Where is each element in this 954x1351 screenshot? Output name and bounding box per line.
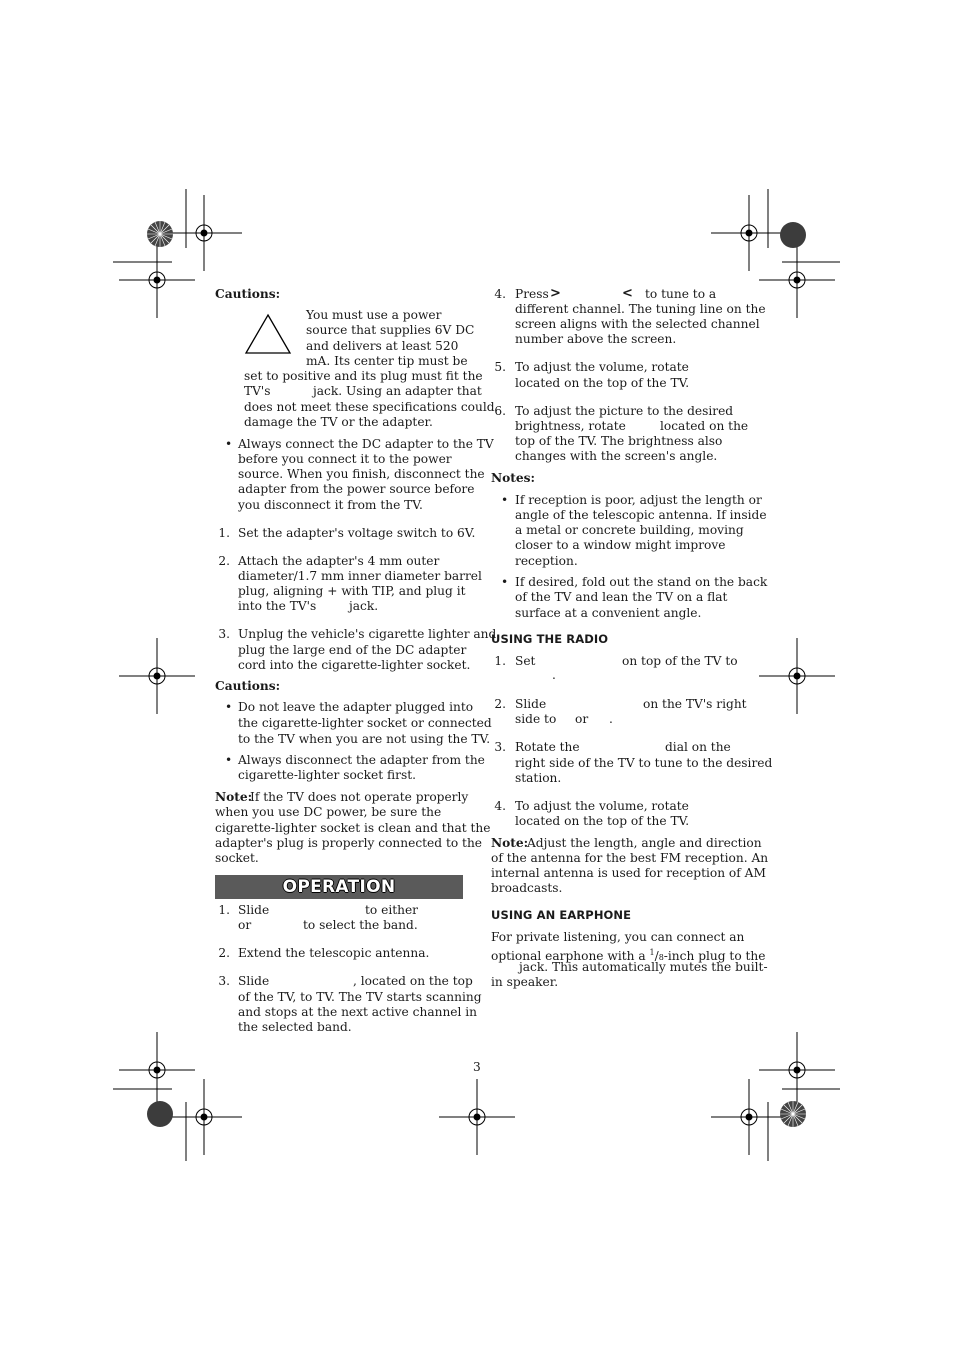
step2-line-2: diameter/1.7 mm inner diameter barrel [238,569,482,583]
r1-set: Set [515,654,536,668]
fraction-numerator: 1 [649,948,655,957]
nb1-line-2: angle of the telescopic antenna. If inside [515,508,767,522]
step-number: 3. [218,974,230,988]
s4-line-4: number above the screen. [515,332,677,346]
step2-line-4b: jack. [349,599,379,613]
radio-note-line-2: of the antenna for the best FM reception. An [491,851,769,865]
s6-line-2a: brightness, rotate [515,419,626,433]
op3-slide: Slide [238,974,270,988]
op1-to-either: to either [365,903,419,917]
r3-line-3: station. [515,771,562,785]
r2-sideto: side to [515,712,557,726]
step-number: 3. [218,627,230,641]
radio-note-label: Note: [491,836,529,850]
step-number: 1. [218,526,230,540]
earphone-heading: USING AN EARPHONE [491,908,632,922]
note-label: Note: [215,790,253,804]
ear-line-2b: -inch plug to the [663,949,766,963]
page-number: 3 [473,1060,481,1074]
step-number: 4. [494,287,506,301]
op3-located: , located on the top [353,974,473,988]
warning-line-7: does not meet these specifications could [244,400,495,414]
nb2-line-1: If desired, fold out the stand on the back [515,575,768,589]
nb1-line-3: a metal or concrete building, moving [515,523,744,537]
s4-line-2: different channel. The tuning line on the [515,302,766,316]
s5-line-1: To adjust the volume, rotate [515,360,689,374]
step-number: 6. [494,404,506,418]
warning-line-1: You must use a power [306,308,442,322]
warning-line-3: and delivers at least 520 [306,339,459,353]
r2-right: on the TV's right [643,697,747,711]
radio-heading: USING THE RADIO [491,632,609,646]
warning-line-6b: jack. Using an adapter that [313,384,482,398]
operation-banner [215,875,463,899]
bullet1-line-3: source. When you finish, disconnect the [238,467,485,481]
step-number: 1. [218,903,230,917]
step1-line-1: Set the adapter's voltage switch to 6V. [238,526,476,540]
r4-line-2: located on the top of the TV. [515,814,690,828]
operation-title: OPERATION [282,877,396,897]
radio-note-line-3: internal antenna is used for reception of AM [491,866,766,880]
s6-line-2b: located on the [660,419,749,433]
op3-line-3: and stops at the next active channel in [238,1005,478,1019]
nb1-line-5: reception. [515,554,578,568]
cautions2-heading: Cautions: [215,679,281,693]
s4-press: Press [515,287,549,301]
op1-or: or [238,918,252,932]
nb2-line-2: of the TV and lean the TV on a flat [515,590,728,604]
step-number: 2. [494,697,506,711]
starburst-tl [147,221,173,247]
r2-or: or [575,712,589,726]
step2-line-4a: into the TV's [238,599,317,613]
bullet-dot: • [225,753,233,767]
step2-line-3: plug, aligning + with TIP, and plug it [238,584,466,598]
s6-line-1: To adjust the picture to the desired [515,404,734,418]
notes-heading: Notes: [491,471,536,485]
warning-line-5: set to positive and its plug must fit the [244,369,483,383]
bullet1-line-2: before you connect it to the power [238,452,452,466]
step-number: 2. [218,946,230,960]
bullet1-line-1: Always connect the DC adapter to the TV [238,437,494,451]
step2-line-1: Attach the adapter's 4 mm outer [238,554,440,568]
bullet1-line-4: adapter from the power source before [238,482,475,496]
cbullet1-line-3: to the TV when you are not using the TV. [238,732,491,746]
ear-line-2: optional earphone with a $^1$/8-inch plug to the [491,948,766,963]
fraction-denominator: 8 [658,953,664,962]
bullet1-line-5: you disconnect it from the TV. [238,498,423,512]
ear-line-4: in speaker. [491,975,559,989]
ear-line-3: jack. This automatically mutes the built- [519,960,768,974]
op2-line-1: Extend the telescopic antenna. [238,946,430,960]
starburst-br [780,1101,806,1127]
ear-line-1: For private listening, you can connect an [491,930,745,944]
s4-line-1: to tune to a [645,287,717,301]
r1-period: . [552,668,556,682]
s6-line-3: top of the TV. The brightness also [515,434,723,448]
bullet-dot: • [501,493,509,507]
note-line-5: socket. [215,851,259,865]
bullet-dot: • [501,575,509,589]
radio-note-line-4: broadcasts. [491,881,563,895]
op1-select: to select the band. [303,918,418,932]
step-number: 4. [494,799,506,813]
step3-line-2: plug the large end of the DC adapter [238,643,467,657]
r3-dial: dial on the [665,740,731,754]
bullet-dot: • [225,437,233,451]
step3-line-1: Unplug the vehicle's cigarette lighter and [238,627,497,641]
step-number: 3. [494,740,506,754]
nb1-line-4: closer to a window might improve [515,538,726,552]
ear-line-2a: optional earphone with a [491,949,646,963]
r1-ontop: on top of the TV to [622,654,738,668]
channel-up-icon: > [550,286,561,301]
cbullet2-line-1: Always disconnect the adapter from the [238,753,485,767]
cbullet2-line-2: cigarette-lighter socket first. [238,768,416,782]
note-line-4: adapter's plug is properly connected to the [215,836,483,850]
cbullet1-line-2: the cigarette-lighter socket or connected [238,716,492,730]
r2-slide: Slide [515,697,547,711]
r3-line-2: right side of the TV to tune to the desired [515,756,773,770]
channel-down-icon: < [622,286,633,301]
warning-line-2: source that supplies 6V DC [306,323,475,337]
r2-period: . [609,712,613,726]
nb1-line-1: If reception is poor, adjust the length or [515,493,762,507]
warning-line-4: mA. Its center tip must be [306,354,468,368]
warning-line-6a: TV's [244,384,271,398]
r4-line-1: To adjust the volume, rotate [515,799,689,813]
warning-triangle-icon [244,313,292,355]
s5-line-2: located on the top of the TV. [515,376,690,390]
op3-line-4: the selected band. [238,1020,352,1034]
note-line-3: cigarette-lighter socket is clean and that the [215,821,491,835]
bullet-dot: • [225,700,233,714]
note-line-2: when you use DC power, be sure the [215,805,442,819]
warning-line-8: damage the TV or the adapter. [244,415,433,429]
step-number: 2. [218,554,230,568]
nb2-line-3: surface at a convenient angle. [515,606,702,620]
s6-line-4: changes with the screen's angle. [515,449,718,463]
op1-slide: Slide [238,903,270,917]
cbullet1-line-1: Do not leave the adapter plugged into [238,700,474,714]
step3-line-3: cord into the cigarette-lighter socket. [238,658,471,672]
s4-line-3: screen aligns with the selected channel [515,317,760,331]
op3-line-2: of the TV, to TV. The TV starts scanning [238,990,482,1004]
step-number: 5. [494,360,506,374]
note-line-1: If the TV does not operate properly [250,790,469,804]
radio-note-line-1: Adjust the length, angle and direction [527,836,762,850]
step-number: 1. [494,654,506,668]
r3-rotate: Rotate the [515,740,580,754]
cautions-heading: Cautions: [215,287,281,301]
